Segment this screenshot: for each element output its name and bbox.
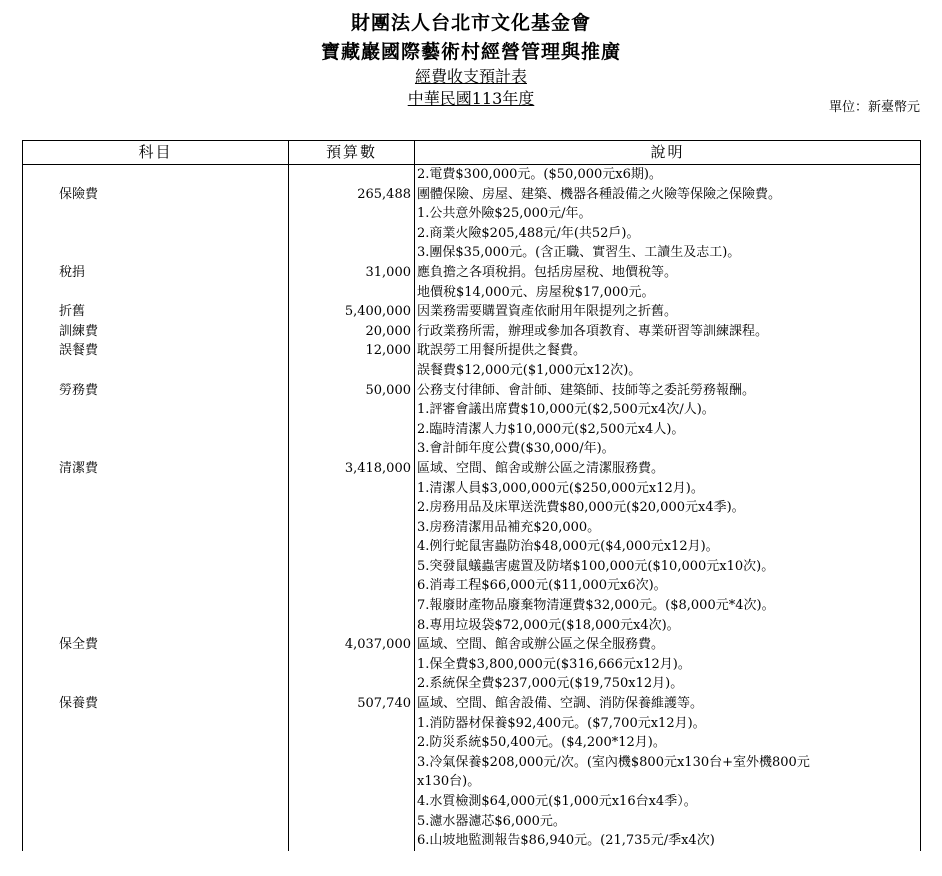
desc-line: 1.保全費$3,800,000元($316,666元x12月)。 <box>417 656 691 672</box>
amount-cell <box>289 381 415 459</box>
item-name: 勞務費 <box>59 382 99 398</box>
desc-line: 3.團保$35,000元。(含正職、實習生、工讀生及志工)。 <box>417 245 741 261</box>
table-body <box>23 165 921 851</box>
table-row <box>23 381 921 459</box>
item-cell <box>23 185 289 263</box>
amount-cell <box>289 263 415 302</box>
item-amount: 507,740 <box>357 696 411 712</box>
item-amount: 3,418,000 <box>344 460 411 476</box>
desc-line: 2.商業火險$205,488元/年(共52戶)。 <box>417 225 640 241</box>
table-row <box>23 459 921 635</box>
desc-line: 6.消毒工程$66,000元($11,000元x6次)。 <box>417 578 667 594</box>
desc-line: 區域、空間、館舍設備、空調、消防保養維護等。 <box>417 696 704 712</box>
desc-cell <box>415 381 921 459</box>
desc-line: 5.突發鼠蟻蟲害處置及防堵$100,000元($10,000元x10次)。 <box>417 558 775 574</box>
desc-line: 區域、空間、館舍或辦公區之清潔服務費。 <box>417 460 665 476</box>
item-amount: 31,000 <box>365 264 411 280</box>
item-name: 訓練費 <box>59 323 99 339</box>
col-header-amount-text: 預算數 <box>325 142 377 161</box>
desc-line: 2.防災系統$50,400元。($4,200*12月)。 <box>417 735 666 751</box>
item-cell <box>23 165 289 185</box>
item-cell <box>23 381 289 459</box>
desc-line: 3.冷氣保養$208,000元/次。(室內機$800元x130台+室外機800元 <box>417 754 810 770</box>
report-title <box>0 64 942 87</box>
currency-unit: 單位：新臺幣元 <box>828 100 920 115</box>
desc-line: 行政業務所需，辦理或參加各項教育、專業研習等訓練課程。 <box>417 323 769 339</box>
item-cell <box>23 635 289 694</box>
desc-line: 4.例行蛇鼠害蟲防治$48,000元($4,000元x12月)。 <box>417 539 719 555</box>
desc-line: 1.清潔人員$3,000,000元($250,000元x12月)。 <box>417 480 704 496</box>
desc-cell <box>415 459 921 635</box>
desc-line: 3.會計師年度公費($30,000/年)。 <box>417 441 615 457</box>
amount-cell <box>289 635 415 694</box>
table-row <box>23 341 921 380</box>
item-amount: 20,000 <box>365 323 411 339</box>
desc-cell <box>415 322 921 342</box>
desc-cell <box>415 302 921 322</box>
item-cell <box>23 459 289 635</box>
desc-line: 1.公共意外險$25,000元/年。 <box>417 206 592 222</box>
desc-cell <box>415 341 921 380</box>
table-row <box>23 185 921 263</box>
desc-line: 誤餐費$12,000元($1,000元x12次)。 <box>417 362 642 378</box>
desc-line: 2.系統保全費$237,000元($19,750x12月)。 <box>417 676 684 692</box>
desc-line: 團體保險、房屋、建築、機器各種設備之火險等保險之保險費。 <box>417 186 782 202</box>
desc-cell <box>415 263 921 302</box>
item-name: 保全費 <box>59 637 99 653</box>
item-cell <box>23 263 289 302</box>
table-row <box>23 302 921 322</box>
fiscal-year-text: 中華民國113年度 <box>407 89 535 108</box>
item-cell <box>23 694 289 851</box>
item-cell <box>23 302 289 322</box>
amount-cell <box>289 165 415 185</box>
desc-line: 2.臨時清潔人力$10,000元($2,500元x4人)。 <box>417 421 685 437</box>
desc-line: 8.專用垃圾袋$72,000元($18,000元x4次)。 <box>417 617 680 633</box>
item-cell <box>23 322 289 342</box>
project-title: 寶藏巖國際藝術村經營管理與推廣 <box>320 41 621 63</box>
item-name: 誤餐費 <box>59 343 99 359</box>
col-header-desc-text: 說明 <box>650 142 685 161</box>
desc-line: 6.山坡地監測報告$86,940元。(21,735元/季x4次) <box>417 833 715 849</box>
table-row <box>23 263 921 302</box>
col-header-item-text: 科目 <box>138 142 173 161</box>
table-header-row <box>23 141 921 165</box>
desc-line: 7.報廢財產物品廢棄物清運費$32,000元。($8,000元*4次)。 <box>417 598 775 614</box>
col-header-amount <box>289 141 415 165</box>
item-name: 折舊 <box>59 304 86 320</box>
desc-line: 2.電費$300,000元。($50,000元x6期)。 <box>417 167 662 182</box>
amount-cell <box>289 341 415 380</box>
amount-cell <box>289 302 415 322</box>
table-row <box>23 694 921 851</box>
item-amount: 265,488 <box>357 186 411 202</box>
amount-cell <box>289 694 415 851</box>
desc-cell <box>415 165 921 185</box>
desc-line: 公務支付律師、會計師、建築師、技師等之委託勞務報酬。 <box>417 382 756 398</box>
desc-cell <box>415 694 921 851</box>
item-name: 稅捐 <box>59 264 86 280</box>
item-name: 清潔費 <box>59 460 99 476</box>
col-header-item <box>23 141 289 165</box>
item-name: 保養費 <box>59 696 99 712</box>
item-amount: 12,000 <box>365 343 411 359</box>
desc-line: 地價稅$14,000元、房屋稅$17,000元。 <box>417 284 655 300</box>
desc-line: 區域、空間、館舍或辦公區之保全服務費。 <box>417 637 665 653</box>
amount-cell <box>289 459 415 635</box>
col-header-desc <box>415 141 921 165</box>
table-row <box>23 165 921 185</box>
report-title-text: 經費收支預計表 <box>414 67 527 86</box>
budget-table <box>22 140 921 851</box>
desc-cell <box>415 635 921 694</box>
item-amount: 50,000 <box>365 382 411 398</box>
desc-line: 1.評審會議出席費$10,000元($2,500元x4次/人)。 <box>417 402 715 418</box>
desc-line: 4.水質檢測$64,000元($1,000元x16台x4季）。 <box>417 794 697 809</box>
desc-line: 2.房務用品及床單送洗費$80,000元($20,000元x4季)。 <box>417 500 745 516</box>
desc-line: 5.濾水器濾芯$6,000元。 <box>417 813 566 829</box>
table-row <box>23 322 921 342</box>
desc-line: 應負擔之各項稅捐。包括房屋稅、地價稅等。 <box>417 264 678 280</box>
desc-line: 3.房務清潔用品補充$20,000。 <box>417 519 601 535</box>
org-title: 財團法人台北市文化基金會 <box>350 12 591 34</box>
desc-line: 因業務需要購置資產依耐用年限提列之折舊。 <box>417 304 678 320</box>
desc-line: x130台)。 <box>417 774 481 790</box>
item-amount: 4,037,000 <box>344 637 411 653</box>
fiscal-year <box>0 86 942 109</box>
item-name: 保險費 <box>59 186 99 202</box>
desc-line: 1.消防器材保養$92,400元。($7,700元x12月)。 <box>417 715 706 731</box>
table-row <box>23 635 921 694</box>
amount-cell <box>289 185 415 263</box>
item-cell <box>23 341 289 380</box>
desc-cell <box>415 185 921 263</box>
amount-cell <box>289 322 415 342</box>
item-amount: 5,400,000 <box>344 304 411 320</box>
desc-line: 耽誤勞工用餐所提供之餐費。 <box>417 343 587 359</box>
